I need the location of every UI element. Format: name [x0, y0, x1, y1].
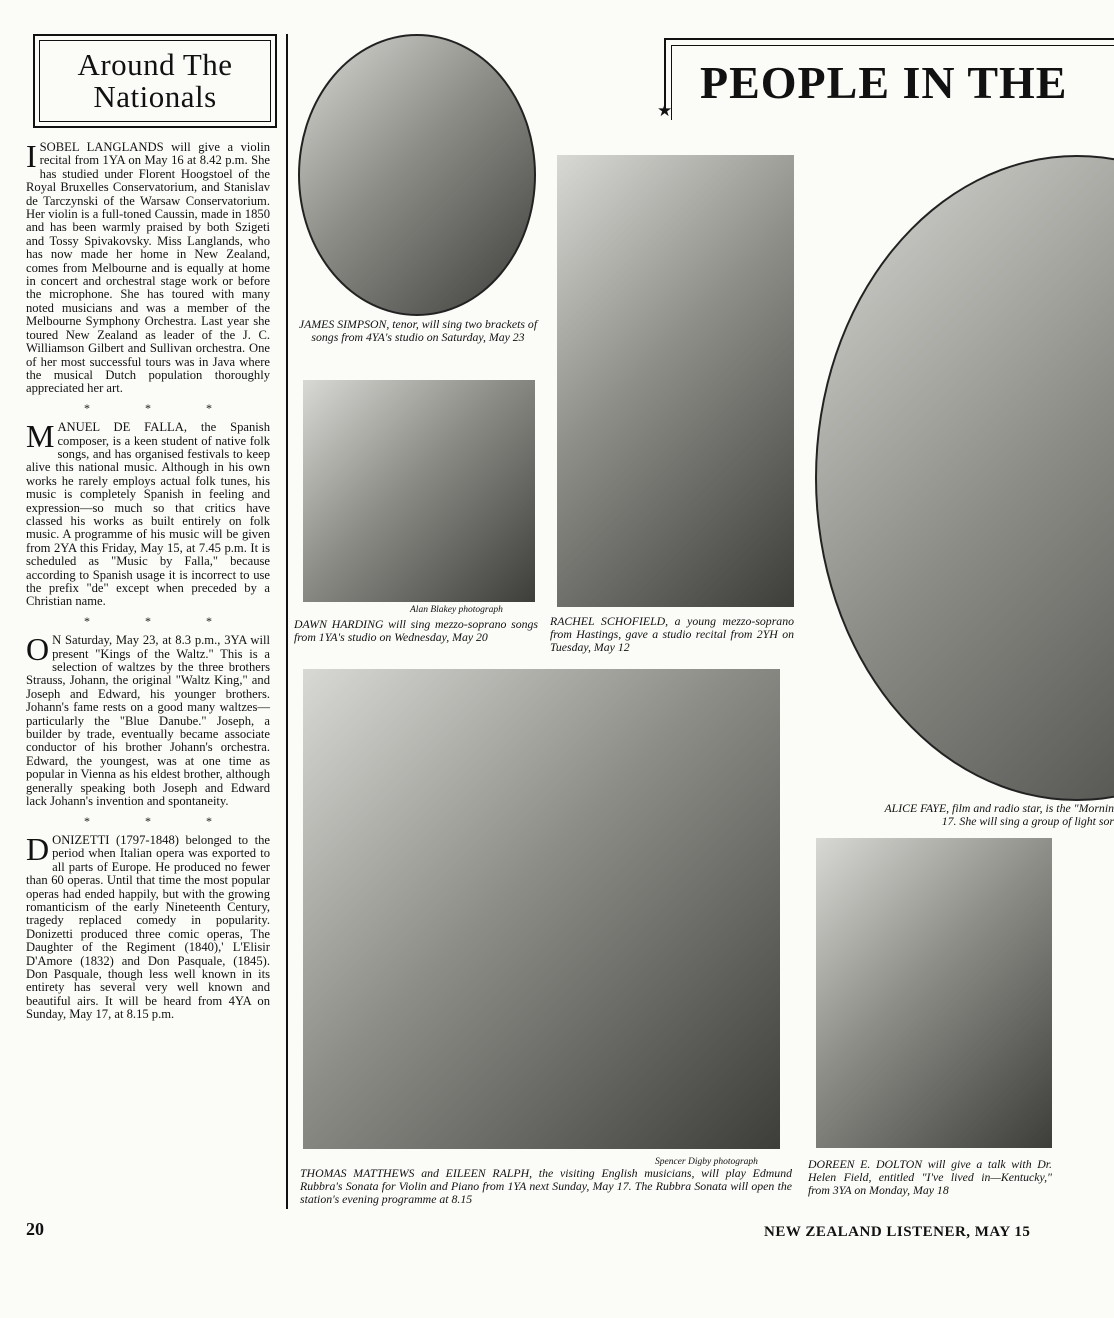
- section-title-line-2: Nationals: [93, 79, 217, 114]
- article-text: N Saturday, May 23, at 8.3 p.m., 3YA will present "Kings of the Waltz." This is a selection of waltzes by the three brothers Strauss, Johann, the original "Waltz King," and Joseph and Edward, his younger brothers. Johann's fame rests on a good many waltzes—particularly the "Blue Danube." Joseph, a builder by trade, eventually became associate conductor of his brother Johann's orchestra. Edward, the youngest, was at one time as popular in Vienna as his eldest brother, although generally speaking both Joseph and Edward lack Johann's invention and spontaneity.: [26, 633, 270, 809]
- caption-matthews-ralph: THOMAS MATTHEWS and EILEEN RALPH, the visiting English musicians, will play Edmund Rubbra's Sonata for Violin and Piano from 1YA next Sunday, May 17. The Rubbra Sonata will open the station's evening programme at 8.15: [300, 1166, 792, 1206]
- section-title-line-1: Around The: [77, 47, 233, 82]
- article-langlands: [26, 138, 270, 1022]
- photo-matthews-ralph: [303, 669, 780, 1149]
- caption-alice-faye: [808, 802, 1114, 828]
- dropcap: I: [26, 138, 37, 174]
- separator-stars: * * *: [84, 813, 238, 828]
- caption-rachel-schofield: RACHEL SCHOFIELD, a young mezzo-soprano from Hastings, gave a studio recital from 2YH on Tuesday, May 12: [550, 614, 794, 654]
- caption-james-simpson: JAMES SIMPSON, tenor, will sing two brackets of songs from 4YA's studio on Saturday, May 23: [298, 317, 538, 344]
- photo-james-simpson: [298, 34, 536, 316]
- caption-line: ALICE FAYE, film and radio star, is the "Mornin: [884, 802, 1114, 815]
- page-number: 20: [26, 1219, 44, 1239]
- article-text: ONIZETTI (1797-1848) belonged to the period when Italian opera was exported to all parts of Europe. He produced no fewer than 60 operas. Until that time the most popular operas had ended happily, but with the growing romanticism of the early Nineteenth Century, tragedy replaced comedy in popularity. Donizetti produced three comic operas, The Daughter of the Regiment (1840),' L'Elisir D'Amore (1832) and Don Pasquale, (1845). Don Pasquale, though less well known in its entirety has several very well known and beautiful airs. It will be heard from 4YA on Sunday, May 17, at 8.15 p.m.: [26, 832, 270, 1022]
- section-title-box: [33, 34, 277, 128]
- dropcap: O: [26, 631, 50, 668]
- caption-line: 17. She will sing a group of light sor: [941, 814, 1114, 828]
- column-rule: [286, 34, 288, 1209]
- caption-doreen-dolton: DOREEN E. DOLTON will give a talk with Dr. Helen Field, entitled "I've lived in—Kentucky," from 3YA on Monday, May 18: [808, 1157, 1052, 1197]
- separator-stars: * * *: [84, 613, 238, 628]
- publication-line: NEW ZEALAND LISTENER, MAY 15: [764, 1224, 1031, 1240]
- photo-rachel-schofield: [557, 155, 794, 607]
- page-title: PEOPLE IN THE: [700, 57, 1068, 108]
- star-ornament: ★: [657, 101, 673, 120]
- dropcap: M: [26, 418, 55, 455]
- caption-dawn-harding: DAWN HARDING will sing mezzo-soprano songs from 1YA's studio on Wednesday, May 20: [294, 617, 538, 644]
- photo-alice-faye: [815, 155, 1114, 801]
- article-text: ANUEL DE FALLA, the Spanish composer, is a keen student of native folk songs, and has organised festivals to keep alive this national music. Although in his own works he rarely employs actual folk tunes, his music is completely Spanish in feeling and expression—so much so that critics have classed his works as built entirely on folk music. A programme of his music will be given from 2YA this Friday, May 15, at 7.45 p.m. It is scheduled as "Music by Falla," because according to Spanish usage it is incorrect to use the prefix "de" except when preceded by a Christian name.: [26, 420, 270, 609]
- dropcap: D: [26, 830, 50, 867]
- photo-dawn-harding: [303, 380, 535, 602]
- photo-credit: Spencer Digby photograph: [655, 1157, 758, 1167]
- article-text: SOBEL LANGLANDS will give a violin recital from 1YA on May 16 at 8.42 p.m. She has studied under Florent Hoogstoel of the Royal Bruxelles Conservatorium, and Stanislav de Tarczynski of the Warsaw Conservatorium. Her violin is a full-toned Caussin, made in 1850 and has been warmly praised by both Szigeti and Tossy Spivakovsky. Miss Langlands, who has now made her home in New Zealand, comes from Melbourne and is equally at home in concert and orchestral stage work or before the microphone. She has toured with many noted musicians and was a member of the Melbourne Symphony Orchestra. Last year she toured New Zealand as leader of the J. C. Williamson Gilbert and Sullivan orchestra. One of her most successful tours was in Java where the musical Dutch population thoroughly appreciated her art.: [26, 140, 270, 396]
- separator-stars: * * *: [84, 400, 238, 415]
- photo-credit: Alan Blakey photograph: [410, 605, 503, 615]
- photo-doreen-dolton: [816, 838, 1052, 1148]
